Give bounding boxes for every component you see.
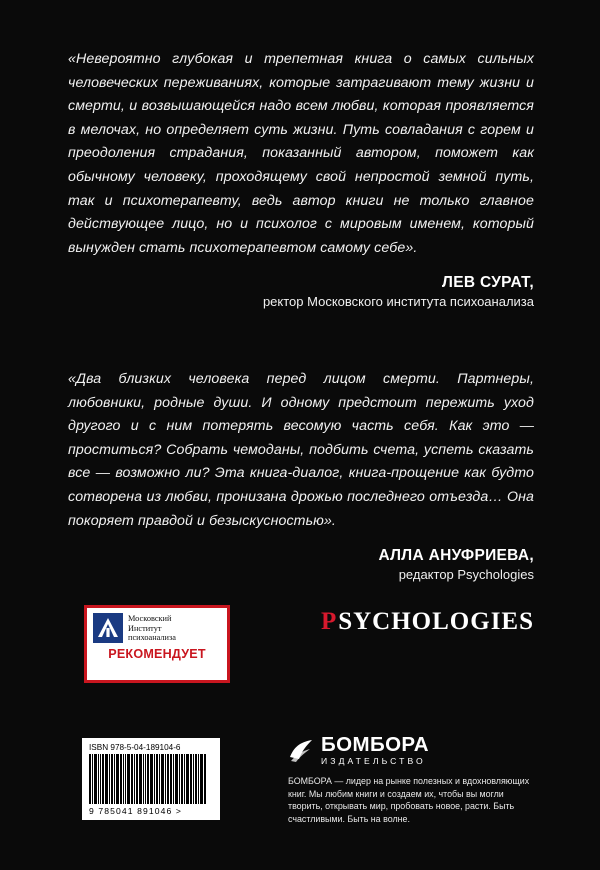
publisher-name: БОМБОРА: [321, 733, 429, 756]
quote-block-2: [68, 368, 534, 582]
publisher-name-wrap: [321, 735, 429, 766]
barcode-digits: 9 785041 891046 >: [89, 806, 183, 816]
institute-name-line-1: Московский: [128, 614, 172, 623]
institute-name: [128, 613, 176, 643]
publisher-description: БОМБОРА — лидер на рынке полезных и вдохновляющих книг. Мы любим книги и создаем их, чтобы вы могли творить, открывать мир, пробовать новое, расти. Быть счастливыми. Быть на волне.: [288, 776, 530, 824]
quote-author: ЛЕВ СУРАТ,: [442, 274, 534, 292]
institute-logo-icon: [93, 613, 123, 643]
psychologies-logo: [321, 608, 534, 636]
bombora-logo-icon: [288, 738, 314, 764]
stamp-header: [93, 613, 221, 643]
quote-text: «Невероятно глубокая и трепетная книга о самых сильных человеческих переживаниях, которые затрагивают тему жизни и смерти, и возвышающейся надо всем любви, которая проявляется в мелочах, но определяет суть жизни. Путь совладания с горем и преодоления страдания, показанный автором, поможет как обычному человеку, проходящему свой непростой земной путь, так и психотерапевту, ведь автор книги не только главное действующее лицо, но и психолог с мировым именем, который вынужден стать психотерапевтом самому себе».: [68, 51, 534, 256]
publisher-subtitle: ИЗДАТЕЛЬСТВО: [321, 756, 426, 766]
stamp-recommend-label: РЕКОМЕНДУЕТ: [108, 647, 206, 661]
quote-text: «Два близких человека перед лицом смерти. Партнеры, любовники, родные души. И одному предстоит пережить уход другого и с ним потерять весомую часть себя. Как это — проститься? Собрать чемоданы, подбить счета, успеть сказать все — возможно ли? Эта книга-диалог, книга-прощение как будто сотворена из любви, пронизана дрожью последнего отъезда… Она покоряет правдой и безыскусностью».: [68, 371, 534, 529]
isbn-text: ISBN 978-5-04-189104-6: [89, 743, 181, 752]
publisher-logo-row: [288, 735, 538, 766]
barcode: [82, 738, 220, 820]
institute-name-line-2: Институт: [128, 623, 162, 633]
psychologies-p-mark: P: [320, 608, 338, 635]
quote-author-role: редактор Psychologies: [398, 567, 534, 583]
psychologies-logo-text: SYCHOLOGIES: [338, 608, 534, 635]
quote-author: АЛЛА АНУФРИЕВА,: [378, 547, 534, 565]
publisher-block: [288, 735, 538, 825]
quote-block-1: [68, 48, 534, 309]
recommendation-stamp: [84, 605, 230, 683]
quote-author-role: ректор Московского института психоанализа: [262, 294, 534, 310]
institute-name-line-3: психоанализа: [128, 633, 176, 643]
barcode-bars: [89, 754, 215, 804]
